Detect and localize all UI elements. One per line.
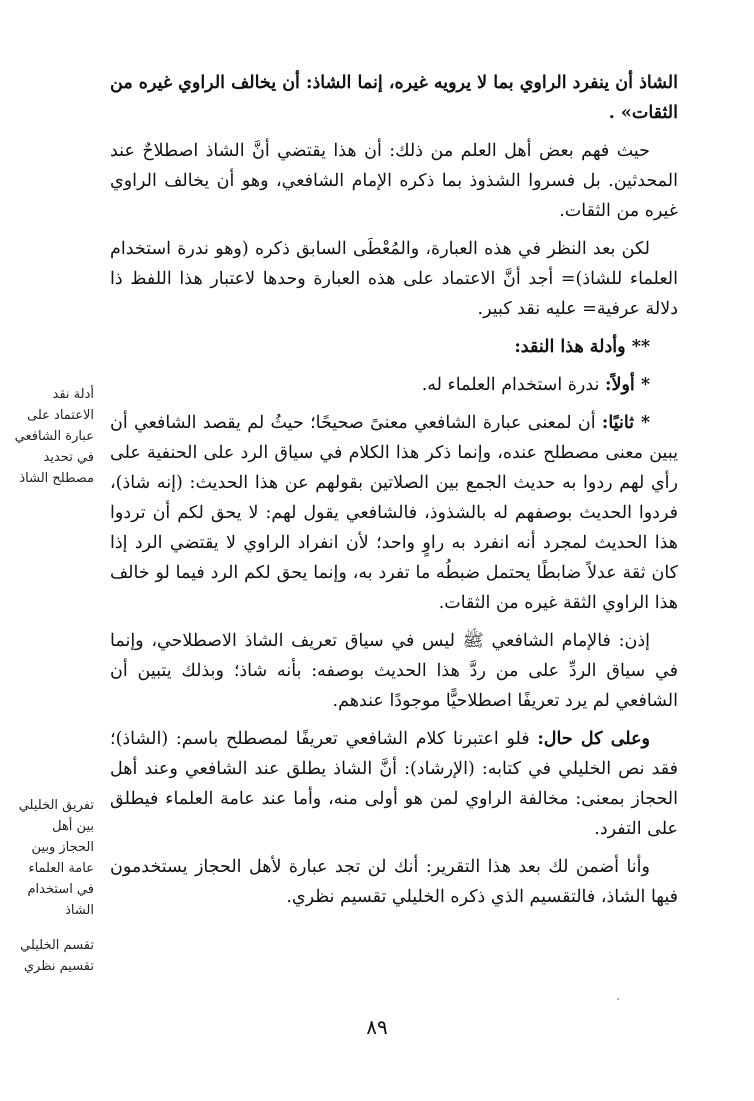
- main-text-column: [110, 68, 678, 912]
- paragraph-guarantee: وأنا أضمن لك بعد هذا التقرير: أنك لن تجد عبارة لأهل الحجاز يستخدمون فيها الشاذ، فالتقسيم الذي ذكره الخليلي تقسيم نظري.: [110, 857, 678, 907]
- paragraph-first-evidence: [110, 370, 678, 400]
- second-text: أن لمعنى عبارة الشافعي معنىً صحيحًا؛ حيثُ لم يقصد الشافعي أن يبين معنى مصطلح عنده، وإنما ذكر هذا الكلام في سياق الرد على الحنفية على رأي لهم ردوا به حديث الجمع بين الصلاتين بقولهم عن هذا الحديث: (إنه شاذ)، فردوا الحديث بوصفهم له بالشذوذ، فالشافعي يقول لهم: لا يحق لكم أن تردوا هذا الحديث لمجرد أنه انفرد به راوٍ واحد؛ لأن انفراد الراوي لا يقتضي الرد إذا كان ثقة عدلاً ضابطًا يحتمل ضبطُه ما تفرد به، وإنما يحق لكم الرد فيما لو خالف هذا الراوي الثقة غيره من الثقات.: [110, 413, 678, 613]
- p5-lead: وعلى كل حال:: [537, 729, 650, 749]
- paragraph-quote-end: الشاذ أن ينفرد الراوي بما لا يرويه غيره، إنما الشاذ: أن يخالف الراوي غيره من الثقات» .: [110, 73, 678, 123]
- page-number: ٨٩: [366, 1015, 388, 1039]
- section-heading-evidence: ** وأدلة هذا النقد:: [514, 337, 650, 357]
- print-speck: [617, 998, 619, 1000]
- paragraph-second-evidence: [110, 408, 678, 618]
- paragraph-conclusion: إذن: فالإمام الشافعي ﷺ ليس في سياق تعريف الشاذ الاصطلاحي، وإنما في سياق الردِّ على من ردَّ هذا الحديث بوصفه: بأنه شاذ؛ وبذلك يتبين أن الشافعي لم يرد تعريفًا اصطلاحيًّا موجودًا عندهم.: [110, 631, 678, 711]
- first-lead: * أولاً:: [605, 375, 650, 395]
- second-lead: * ثانيًا:: [601, 413, 651, 433]
- margin-note-evidence: أدلة نقد الاعتماد على عبارة الشافعي في تحديد مصطلح الشاذ: [14, 387, 94, 486]
- margin-note-theoretical-division: تقسم الخليلي تقسيم نظري: [20, 938, 94, 974]
- first-text: ندرة استخدام العلماء له.: [421, 375, 605, 395]
- paragraph-khalili: [110, 724, 678, 844]
- margin-note-khalili-distinction: تفريق الخليلي بين أهل الحجاز وبين عامة العلماء في استخدام الشاذ: [18, 798, 94, 918]
- p5-text: فلو اعتبرنا كلام الشافعي تعريفًا لمصطلح باسم: (الشاذ)؛ فقد نص الخليلي في كتابه: (الإرشاد): أنَّ الشاذ يطلق عند الشافعي وعند أهل الحجاز بمعنى: مخالفة الراوي لمن هو أولى منه، وأما عند عامة العلماء فيطلق على التفرد.: [110, 729, 678, 839]
- paragraph-understanding: حيث فهم بعض أهل العلم من ذلك: أن هذا يقتضي أنَّ الشاذ اصطلاحٌ عند المحدثين. بل فسروا الشذوذ بما ذكره الإمام الشافعي، وهو أن يخالف الراوي غيره من الثقات.: [110, 141, 678, 221]
- paragraph-critique: لكن بعد النظر في هذه العبارة، والمُعْطَى السابق ذكره (وهو ندرة استخدام العلماء للشاذ)= أجد أنَّ الاعتماد على هذه العبارة وحدها لاعتبار هذا اللفظ ذا دلالة عرفية= عليه نقد كبير.: [110, 239, 678, 319]
